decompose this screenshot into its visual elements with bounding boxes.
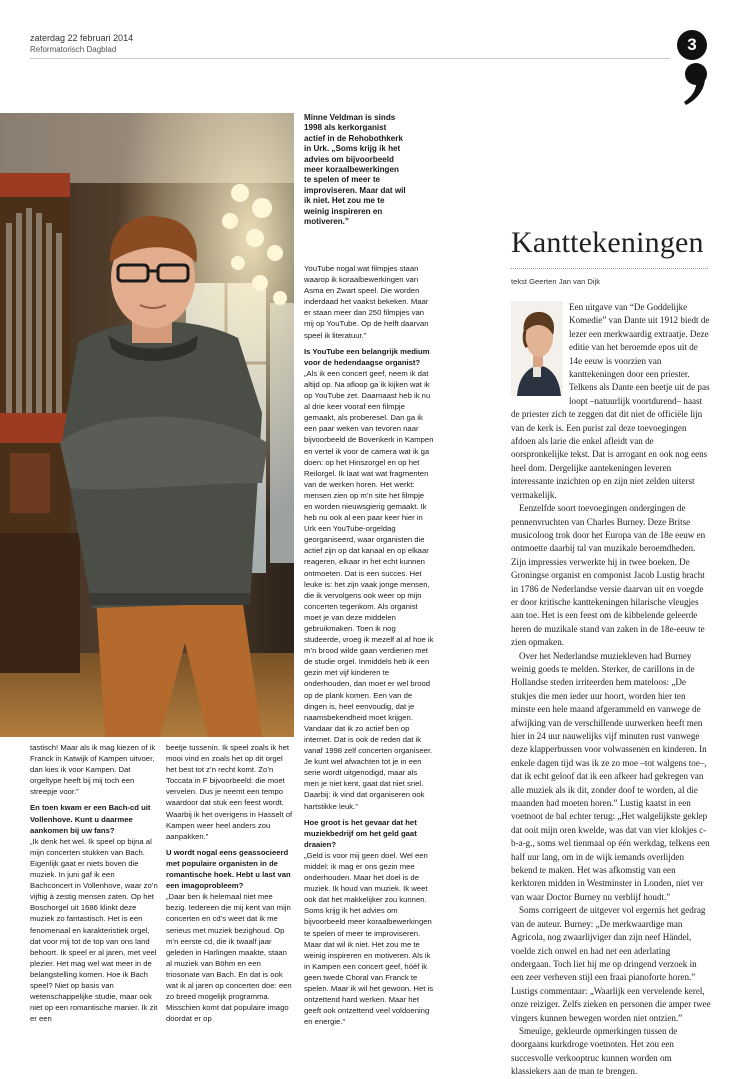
interview-column-2	[166, 742, 294, 1024]
interview-question: Hoe groot is het gevaar dat het muziekbedrijf om het geld gaat draaien?	[304, 817, 417, 849]
organist-illustration	[0, 113, 294, 737]
paragraph: Over het Nederlandse muziekleven had Burney weinig goeds te melden. Sterker, de carillons in de Hollandse steden irriteerden hem mateloos: „De stukjes die men ieder uur hoort, worden hier ten minste een hele maand afgerammeld en vanwege de afwijking van de verschillende uurwerken heeft men hier in 24 uur nauwelijks vijf minuten rust vanwege deze klapperbussen voor volwassenen en kinderen. In enkele dagen tijd was ik ze zo moe –tot walgens toe–, dat ik echt geloof dat ik een afkeer had gekregen van alle muziek als ik dit, zonder doof te worden, al die maanden had moeten horen.” Lustig kaatst in een voetnoot de bal echter terug: „Het walgelijkste geklep dat ooit mijn oren kwelde, was dat van vier klokjes c-b-a-g., soms wel tienmaal op één werkdag, telkens een half uur lang, om in de wijk iemands overlijden bekend te maken. Het was afkomstig van een kerktoren midden in Westminster in Londen, niet ver van waar Doctor Burney nu verblijf houdt.”	[511, 650, 710, 902]
paragraph: „Daar ben ik helemaal niet mee bezig. Iedereen die mij kent van mijn concerten en cd’s weet dat ik me serieus met muziek bezighoud. Op m’n eerste cd, die ik twaalf jaar geleden in Harlingen maakte, staan al muziek van Böhm en een triosonate van Bach. En dat is ook wat ik al jaren op concerten doe: een zo breed mogelijk programma. Misschien komt dat populaire imago doordat er op	[166, 892, 292, 1024]
interview-question: En toen kwam er een Bach-cd uit Vollenhove. Kunt u daarmee aankomen bij uw fans?	[30, 803, 151, 835]
paragraph: Soms corrigeert de uitgever vol ergernis het gedrag van de auteur. Burney: „De merkwaardige man Agricola, nog zwaarlijviger dan zijn neef Händel, voelde zich onwel en had net een aderlating ondergaan. Toch liet hij me op dringend verzoek in een zeer verheven stijl een fraai pianoforte horen.” Lustigs commentaar: „Waarlijk een vervelende kerel, onze reiziger. Zelfs zieken en personen die amper twee vingers kunnen bewegen worden niet ontzien.”	[511, 905, 711, 1023]
newspaper-name: Reformatorisch Dagblad	[30, 45, 117, 54]
organist-photo	[0, 113, 294, 737]
column-title: Kanttekeningen	[511, 226, 704, 259]
paragraph: Smeuïge, gekleurde opmerkingen tussen de doorgaans kurkdroge voetnoten. Het zou een succesvolle verkooptruc kunnen worden om klassiekers aan de man te brengen.	[511, 1025, 678, 1077]
title-divider	[511, 268, 708, 269]
interview-question: Is YouTube een belangrijk medium voor de hedendaagse organist?	[304, 346, 430, 367]
paragraph: „Geld is voor mij geen doel. Wel een middel: ik mag er ons gezin mee onderhouden. Maar het doel is de muziek. Ik houd van muziek. Ik weet ook dat het makkelijker zou kunnen. Soms krijg ik het advies om bijvoorbeeld meer koraalbewerkingen te spelen of meer te improviseren. Maar dat wil ik niet. Het zou me te weinig inspireren en motiveren. Als ik in Kampen een concert geef, hóéf ik geen twede Choral van Franck te spelen. Maar ik wil het gewoon. Het is ontzettend hard werken. Maar het geeft ook ontzettend veel voldoening en energie.”	[304, 850, 434, 1027]
comma-logo-icon	[683, 62, 707, 106]
column-author: tekst Geerten Jan van Dijk	[511, 277, 601, 286]
column-text	[511, 301, 711, 1077]
portrait-spacer	[511, 301, 569, 408]
interview-column-3	[304, 263, 434, 1027]
paragraph: Eenzelfde soort toevoegingen ondergingen de pennenvruchten van Charles Burney. Deze Britse musicoloog trok door het Europa van de 18e eeuw en ontmoette daarbij tal van muzikale beroemdheden. Zijn impressies verwerkte hij in twee boeken. De Groningse organist en componist Jacob Lustig bracht in 1786 de Nederlandse versie daarvan uit en voegde er door kritische kanttekeningen hilarische vleugjes aan toe. Het is een feest om de kibbelende geleerde heren de muzikale stand van zaken in de 18e-eeuw te zien opmaken.	[511, 503, 706, 648]
paragraph: „Ik denk het wel. Ik speel op bijna al mijn concerten stukken van Bach. Eigenlijk gaat er niets boven die muziek. In juni gaf ik een Bachconcert in Vollenhove, waar zo’n vijftig à zestig mensen zaten. Op het Boschorgel uit 1686 klinkt deze muziek zo fantastisch. Het is een fenomenaal en karakteristiek orgel, dat voor mij tot de top van ons land behoort. Ik speel er al jaren, met veel plezier. Het mag wel wat meer in de belangstelling komen. Hoe ik Bach speel? Niet op basis van wetenschappelijke studie, maar ook niet op een romantische manier. Ik zit er een	[30, 836, 158, 1024]
interview-column-1	[30, 742, 158, 1024]
photo-caption: Minne Veldman is sinds 1998 als kerkorganist actief in de Rehobothkerk in Urk. „Soms krijg ik het advies om bijvoorbeeld meer koraalbewerkingen te spelen of meer te improviseren. Maar dat wil ik niet. Het zou me te weinig inspireren en motiveren.”	[304, 113, 406, 227]
issue-date: zaterdag 22 februari 2014	[30, 33, 134, 43]
paragraph: YouTube nogal wat filmpjes staan waarop ik koraalbewerkingen van Asma en Zwart speel. Die worden inderdaad het vaakst bekeken. Maar er staan meer dan 250 filmpjes van mij op YouTube. Op de helft daarvan speel ik literatuur.”	[304, 264, 429, 340]
paragraph: Een uitgave van “De Goddelijke Komedie” van Dante uit 1912 biedt de lezer een merkwaardig extraatje. Deze editie van het beroemde epos uit de 14e eeuw is voorzien van kanttekeningen door een priester. Telkens als Dante een beetje uit de pas loopt –natuurlijk voortdurend– haast de priester zich te zeggen dat dit niet de officiële lijn van de kerk is. Een purist zal deze toevoegingen afdoen als larie die enkel afleidt van de oorspronkelijke tekst. Dat is arrogant en ook nog eens heel dom. Dergelijke aantekeningen leveren interessante inzichten op en zijn niet zelden uiterst vermakelijk.	[511, 302, 710, 500]
page-number-badge: 3	[677, 30, 707, 60]
interview-question: U wordt nogal eens geassocieerd met populaire organisten in de romantische hoek. Hebt u last van een imagoprobleem?	[166, 847, 291, 891]
paragraph: beetje tussenin. Ik speel zoals ik het mooi vind en zoals het op dit orgel het best tot z’n recht komt. Zo’n Toccata in F bijvoorbeeld: die moet vervelen. Dus je neemt een tempo waardoor dat stuk een feest wordt. Waarbij ik het overigens in Hasselt of Kampen weer heel anders zou aanpakken.”	[166, 743, 293, 841]
paragraph: „Als ik een concert geef, neem ik dat altijd op. Na afloop ga ik kijken wat ik op YouTube zet. Daarnaast heb ik nu al drie keer vooraf een filmpje gemaakt, als proberesel. Dan ga ik een paar weken van tevoren naar bijvoorbeeld de Bovenkerk in Kampen en vertel ik voor de camera wat ik ga doen: op het Hinszorgel en op het Reilorgel. Ik laat wat wat fragmenten van de werken horen. Het werkt: mensen zien op m’n site het filmpje en worden nieuwsgierig gemaakt. Ik heb nu ook al een paar keer hier in Urk een YouTube-orgeldag georganiseerd, waar organisten die actief zijn op dat kanaal en op elkaar reageren, elkaar in het echt kunnen ontmoeten. Dat is een succes. Het leuke is: het zijn vaak jonge mensen, die ik vervolgens ook weer op mijn concerten tegenkom. Als organist moet je van deze middelen gebruikmaken. Toen ik nog studeerde, vroeg ik mezelf al af hoe ik m’n brood wilde gaan verdienen met de studie orgel. Inmiddels heb ik een gezin met vijf kinderen te onderhouden, dan moet er wel brood op de plank komen. Een van de dingen is, heel eenvoudig, dat je naamsbekendheid moet krijgen. Vandaar dat ik zo actief ben op internet. Dat is ook de reden dat ik vanaf 1998 zelf concerten organiseer. Je kunt wel afwachten tot je in een serie wordt uitgenodigd, maar als men je niet kent, gaat dat niet snel. Daarbij: ik vind dat organiseren ook hartstikke leuk.”	[304, 368, 434, 811]
paragraph: tastisch! Maar als ik mag kiezen of ik Franck in Katwijk of Kampen uitvoer, dan kies ik voor Kampen. Dat orgeltype heeft bij mij toch een streepje voor.”	[30, 743, 156, 797]
header-rule	[30, 58, 670, 59]
